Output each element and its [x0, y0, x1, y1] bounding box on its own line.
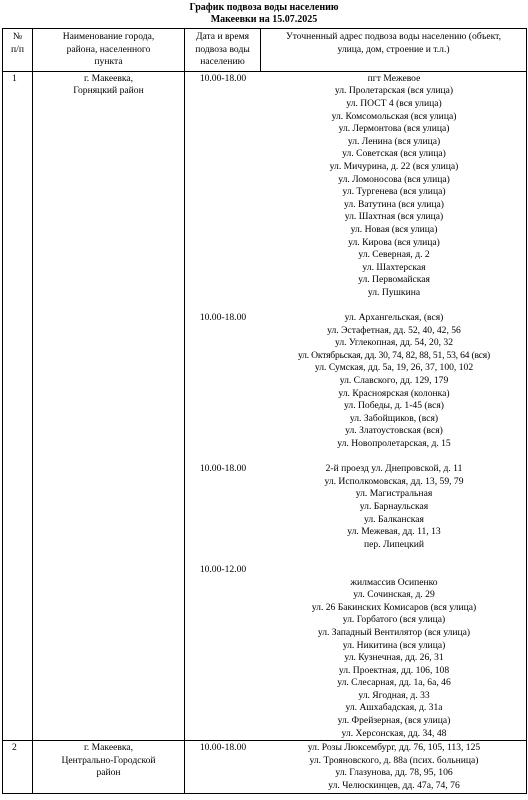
address-line: ул. Магистральная	[355, 488, 433, 500]
address-line: ул. Тургенева (вся улица)	[342, 186, 446, 198]
header-number: № п/п	[3, 29, 33, 72]
address-line: ул. Херсонская, дд. 34, 48	[341, 727, 447, 739]
address-list	[261, 73, 527, 300]
schedule-group	[185, 463, 526, 551]
row-number: 2	[3, 741, 33, 793]
address-list	[261, 312, 527, 451]
locality-line: г. Макеевка,	[83, 72, 134, 84]
address-line: ул. Забойщиков, (вся)	[349, 412, 439, 424]
delivery-time: 10.00-18.00	[199, 742, 247, 754]
address-line: ул. Сочинская, д. 29	[353, 589, 435, 601]
address-line: ул. Славского, дд. 129, 179	[339, 375, 449, 387]
locality-line: Горняцкий район	[73, 85, 144, 97]
address-line: ул. ПОСТ 4 (вся улица)	[346, 97, 442, 109]
address-line: ул. Комсомольская (вся улица)	[331, 110, 457, 122]
locality-cell	[33, 741, 185, 793]
address-line: ул. Победы, д. 1-45 (вся)	[344, 400, 444, 412]
address-line: ул. Горбатого (вся улица)	[342, 614, 446, 626]
address-line: ул. Первомайская	[358, 274, 430, 286]
address-line: ул. Межевая, дд. 11, 13	[347, 526, 441, 538]
address-line: жилмассив Осипенко	[350, 576, 438, 588]
address-line: ул. Проектная, дд. 106, 108	[338, 664, 450, 676]
address-line: ул. Советская (вся улица)	[342, 148, 446, 160]
address-line: ул. Фрейзерная, (вся улица)	[337, 715, 451, 727]
header-address: Уточненный адрес подвоза воды населению (объект, улица, дом, строение и т.л.)	[261, 29, 527, 72]
group-spacer	[185, 451, 526, 464]
address-line: ул. Мичурина, д. 22 (вся улица)	[329, 160, 459, 172]
address-line: ул. Златоустовская (вся)	[345, 425, 443, 437]
locality-line: Центрально-Городской	[61, 754, 156, 766]
row-number: 1	[3, 71, 33, 740]
document-subtitle: Макеевки на 15.07.2025	[210, 14, 318, 25]
address-line: ул. 26 Бакинских Комисаров (вся улица)	[311, 601, 477, 613]
address-list	[261, 463, 527, 551]
address-line: ул. Ватутина (вся улица)	[344, 198, 444, 210]
address-line: ул. Слесарная, дд. 1а, 6а, 46	[337, 677, 451, 689]
delivery-time: 10.00-18.00	[199, 463, 247, 475]
address-line: ул. Новая (вся улица)	[350, 223, 438, 235]
address-line: ул. Северная, д. 2	[358, 249, 430, 261]
address-line: ул. Пролетарская (вся улица)	[334, 85, 454, 97]
address-line: ул. Кирова (вся улица)	[348, 236, 440, 248]
table-row	[3, 741, 527, 793]
address-line: ул. Исполкомовская, дд. 13, 59, 79	[324, 475, 464, 487]
address-line: ул. Шахтерская	[362, 261, 426, 273]
schedule-group	[185, 742, 526, 792]
address-line: ул. Балканская	[364, 513, 424, 525]
address-line: ул. Розы Люксембург, дд. 76, 105, 113, 125	[307, 742, 481, 754]
locality-cell	[33, 71, 185, 740]
address-line: ул. Трояновского, д. 88а (псих. больница)	[309, 754, 479, 766]
address-line: ул. Эстафетная, дд. 52, 40, 42, 56	[327, 324, 461, 336]
address-line	[261, 564, 527, 577]
address-line: ул. Ягодная, д. 33	[358, 689, 430, 701]
header-locality: Наименование города, района, населенного пункта	[33, 29, 185, 72]
water-schedule-table	[2, 28, 527, 794]
address-line: ул. Пушкина	[367, 286, 421, 298]
group-spacer	[185, 299, 526, 312]
address-line: ул. Ашхабадская, д. 31а	[345, 702, 443, 714]
locality-line: район	[96, 767, 121, 779]
schedule-group	[185, 564, 526, 740]
address-line: ул. Красноярская (колонка)	[338, 387, 450, 399]
address-line: ул. Глазунова, дд. 78, 95, 106	[335, 767, 453, 779]
group-spacer	[185, 551, 526, 564]
address-line: пгт Межевое	[367, 72, 421, 84]
address-line: ул. Углекопная, дд. 54, 20, 32	[334, 337, 454, 349]
schedule-cell	[185, 741, 527, 793]
schedule-group	[185, 73, 526, 300]
address-list	[261, 564, 527, 740]
document-title: График подвоза воды населению	[189, 2, 339, 13]
delivery-time: 10.00-12.00	[199, 563, 247, 575]
schedule-cell	[185, 71, 527, 740]
table-header-row	[3, 29, 527, 72]
schedule-group	[185, 312, 526, 451]
address-line: ул. Лермонтова (вся улица)	[338, 123, 450, 135]
address-line: ул. Ломоносова (вся улица)	[338, 173, 450, 185]
address-line: ул. Новопролетарская, д. 15	[337, 438, 451, 449]
address-line: пер. Липецкий	[363, 538, 425, 550]
address-line: ул. Шахтная (вся улица)	[344, 211, 444, 223]
address-line: ул. Западный Вентилятор (вся улица)	[317, 626, 471, 638]
address-line: ул. Ленина (вся улица)	[347, 135, 441, 147]
address-line: 2-й проезд ул. Днепровской, д. 11	[325, 463, 463, 475]
address-line: ул. Сумская, дд. 5а, 19, 26, 37, 100, 102	[314, 362, 474, 374]
address-line: ул. Никитина (вся улица)	[342, 639, 446, 651]
locality-line: г. Макеевка,	[83, 742, 134, 754]
address-line: ул. Барнаульская	[359, 500, 429, 512]
delivery-time: 10.00-18.00	[199, 312, 247, 324]
address-line: ул. Челюскинцев, дд. 47а, 74, 76	[328, 780, 460, 792]
delivery-time: 10.00-18.00	[199, 72, 247, 84]
address-line: ул. Октябрьская, дд. 30, 74, 82, 88, 51, 53, 64 (вся)	[297, 349, 491, 361]
address-line: ул. Архангельская, (вся)	[344, 312, 444, 324]
address-list	[261, 742, 527, 792]
address-line: ул. Кузнечная, дд. 26, 31	[344, 652, 444, 664]
header-datetime: Дата и время подвоза воды населению	[185, 29, 261, 72]
table-row	[3, 71, 527, 740]
